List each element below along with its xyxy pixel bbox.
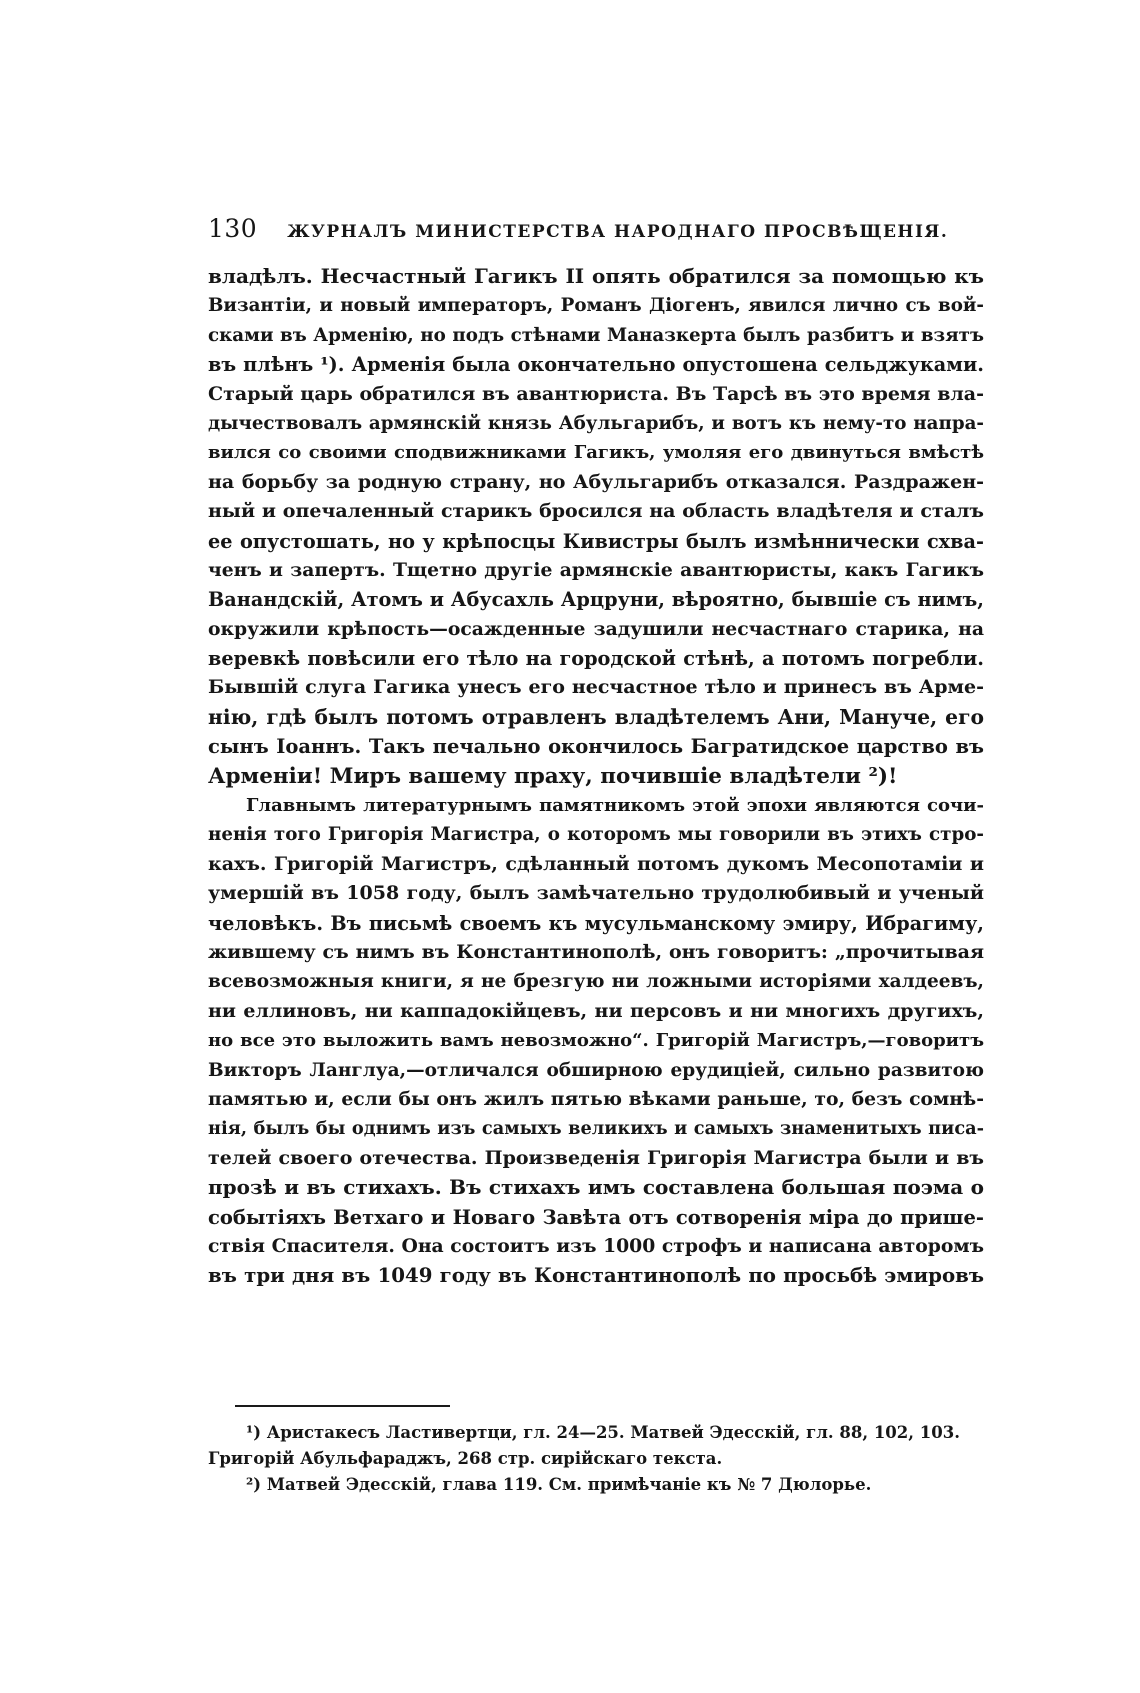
footnote-1-continuation: Григорій Абульфараджъ, 268 стр. сирійскаго текста. xyxy=(208,1449,723,1468)
text-line: вился со своими сподвижниками Гагикъ, умоляя его двинуться вмѣстѣ xyxy=(208,442,984,464)
text-line: сками въ Арменію, но подъ стѣнами Маназкерта былъ разбитъ и взятъ xyxy=(208,324,984,346)
main-text xyxy=(208,262,984,1291)
text-line: человѣкъ. Въ письмѣ своемъ къ мусульманскому эмиру, Ибрагиму, xyxy=(208,911,984,935)
text-line: жившему съ нимъ въ Константинополѣ, онъ говоритъ: „прочитывая xyxy=(208,940,984,963)
text-line: Викторъ Ланглуа,—отличался обширною ерудиціей, сильно развитою xyxy=(208,1059,984,1081)
text-line: нію, гдѣ былъ потомъ отравленъ владѣтелемъ Ани, Мануче, его xyxy=(208,704,984,729)
footnote-divider xyxy=(235,1405,450,1407)
text-line: телей своего отечества. Произведенія Григорія Магистра были и въ xyxy=(208,1146,984,1169)
text-line: Старый царь обратился въ авантюриста. Въ Тарсѣ въ это время вла- xyxy=(208,382,984,405)
text-line: Бывшій слуга Гагика унесъ его несчастное тѣло и принесъ въ Арме- xyxy=(208,676,984,699)
text-line: памятью и, если бы онъ жилъ пятью вѣками раньше, то, безъ сомнѣ- xyxy=(208,1087,984,1110)
text-line: владѣлъ. Несчастный Гагикъ II опять обратился за помощью къ xyxy=(208,264,984,288)
text-line: всевозможныя книги, я не брезгую ни ложными исторіями халдеевъ, xyxy=(208,971,984,993)
text-line: въ плѣнъ ¹). Арменія была окончательно опустошена сельджуками. xyxy=(208,353,984,377)
text-line: ный и опечаленный старикъ бросился на область владѣтеля и сталъ xyxy=(208,500,984,523)
footnotes xyxy=(208,1420,984,1498)
text-line: но все это выложить вамъ невозможно“. Григорій Магистръ,—говоритъ xyxy=(208,1030,984,1052)
text-line: кахъ. Григорій Магистръ, сдѣланный потомъ дукомъ Месопотаміи и xyxy=(208,852,984,875)
text-line: ченъ и запертъ. Тщетно другіе армянскіе авантюристы, какъ Гагикъ xyxy=(208,558,984,581)
paragraph-end-line: Арменіи! Миръ вашему праху, почившіе владѣтели ²)! xyxy=(208,763,898,789)
page-number: 130 xyxy=(208,214,258,243)
text-line: прозѣ и въ стихахъ. Въ стихахъ имъ составлена большая поэма о xyxy=(208,1175,984,1200)
text-line: нія, былъ бы однимъ изъ самыхъ великихъ и самыхъ знаменитыхъ писа- xyxy=(208,1118,984,1140)
journal-title: ЖУРНАЛЪ МИНИСТЕРСТВА НАРОДНАГО ПРОСВѢЩЕНІЯ. xyxy=(287,222,949,242)
paragraph-start-line: Главнымъ литературнымъ памятникомъ этой эпохи являются сочи- xyxy=(246,795,984,817)
text-line: сынъ Іоаннъ. Такъ печально окончилось Багратидское царство въ xyxy=(208,735,984,759)
text-line: дычествовалъ армянскій князь Абульгарибъ, и вотъ къ нему-то напра- xyxy=(208,412,984,434)
text-line: умершій въ 1058 году, былъ замѣчательно трудолюбивый и ученый xyxy=(208,882,984,905)
text-line: ствія Спасителя. Она состоитъ изъ 1000 строфъ и написана авторомъ xyxy=(208,1234,984,1257)
text-line: въ три дня въ 1049 году въ Константинополѣ по просьбѣ эмировъ xyxy=(208,1263,984,1288)
footnote-2: ²) Матвей Эдесскій, глава 119. См. примѣчаніе къ № 7 Дюлорье. xyxy=(246,1475,872,1494)
text-line: окружили крѣпость—осажденные задушили несчастнаго старика, на xyxy=(208,617,984,640)
text-line: веревкѣ повѣсили его тѣло на городской стѣнѣ, а потомъ погребли. xyxy=(208,647,984,671)
footnote-1: ¹) Аристакесъ Ластивертци, гл. 24—25. Матвей Эдесскій, гл. 88, 102, 103. xyxy=(246,1423,960,1442)
text-line: событіяхъ Ветхаго и Новаго Завѣта отъ сотворенія міра до прише- xyxy=(208,1205,984,1229)
text-line: ее опустошать, но у крѣпосцы Кивистры былъ измѣннически схва- xyxy=(208,529,984,553)
running-header xyxy=(208,214,988,243)
text-line: Ванандскій, Атомъ и Абусахль Арцруни, вѣроятно, бывшіе съ нимъ, xyxy=(208,588,984,612)
text-line: ненія того Григорія Магистра, о которомъ мы говорили въ этихъ стро- xyxy=(208,824,984,846)
text-line: Византіи, и новый императоръ, Романъ Діогенъ, явился лично съ вой- xyxy=(208,295,984,317)
text-line: ни еллиновъ, ни каппадокійцевъ, ни персовъ и ни многихъ другихъ, xyxy=(208,999,984,1022)
text-line: на борьбу за родную страну, но Абульгарибъ отказался. Раздражен- xyxy=(208,470,984,493)
